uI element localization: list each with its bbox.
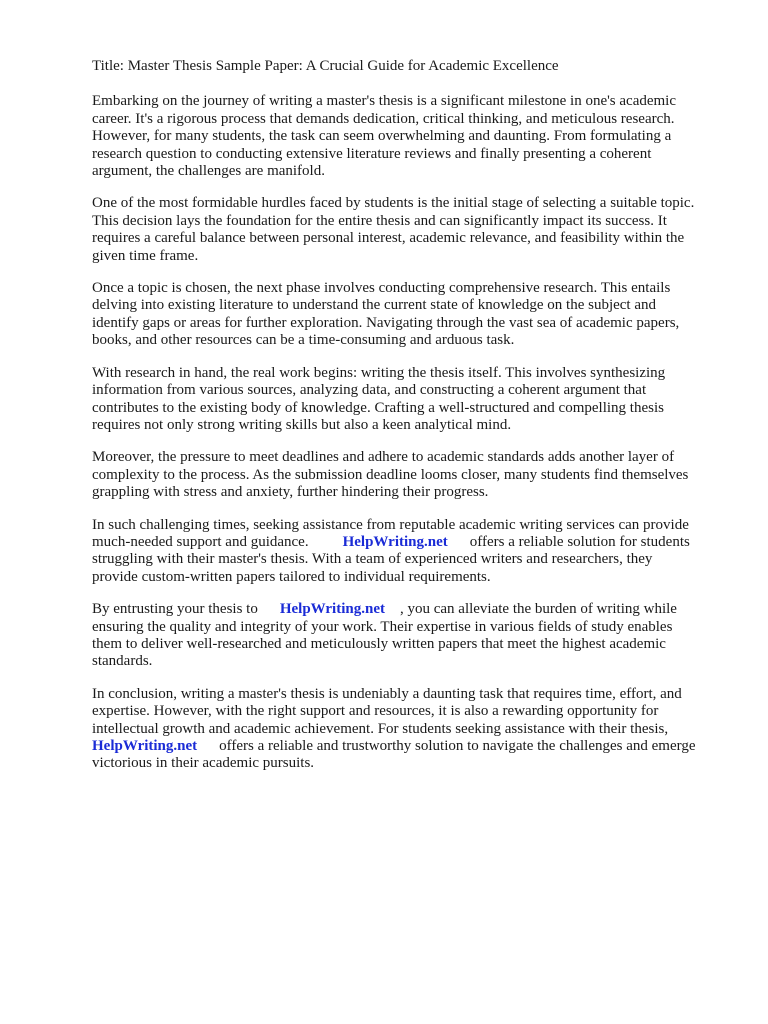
paragraph-line: them to deliver well-researched and meticulously written papers that meet the highest academic [92,635,666,652]
paragraph-text: By entrusting your thesis to [92,601,258,618]
paragraph-line: intellectual growth and academic achievement. For students seeking assistance with their thesis, [92,720,669,737]
paragraph-5 [92,449,748,501]
document-page [92,58,748,788]
paragraph-line: One of the most formidable hurdles faced by students is the initial stage of selecting a suitable topic. [92,195,695,212]
paragraph-line: delving into existing literature to understand the current state of knowledge on the subject and [92,297,657,314]
paragraph-line: books, and other resources can be a time-consuming and arduous task. [92,332,515,349]
paragraph-line: Embarking on the journey of writing a master's thesis is a significant milestone in one's academic [92,93,677,110]
paragraph-text: , you can alleviate the burden of writing while [399,601,677,618]
paragraph-text: offers a reliable and trustworthy solution to navigate the challenges and emerge [219,738,696,754]
paragraph-line: requires not only strong writing skills but also a keen analytical mind. [92,416,512,433]
paragraph-line [92,534,748,551]
paragraph-text: much-needed support and guidance. [92,533,309,550]
paragraph-line: struggling with their master's thesis. With a team of experienced writers and researchers, they [92,551,653,568]
paragraph-line [92,738,748,755]
paragraph-line: Once a topic is chosen, the next phase involves conducting comprehensive research. This entails [92,280,671,297]
paragraph-6 [92,517,748,587]
paragraph-line: complexity to the process. As the submission deadline looms closer, many students find themselves [92,466,689,483]
paragraph-line: provide custom-written papers tailored to individual requirements. [92,568,491,585]
paragraph-line: With research in hand, the real work begins: writing the thesis itself. This involves synthesizing [92,364,666,381]
paragraph-line: ensuring the quality and integrity of your work. Their expertise in various fields of study enables [92,618,673,635]
helpwriting-link[interactable]: HelpWriting.net [279,601,385,618]
paragraph-7 [92,601,748,671]
paragraph-text: offers a reliable solution for students [469,533,690,550]
paragraph-line: expertise. However, with the right support and resources, it is also a rewarding opportunity for [92,703,659,720]
paragraph-line: Moreover, the pressure to meet deadlines and adhere to academic standards adds another layer of [92,449,675,466]
paragraph-line: In conclusion, writing a master's thesis is undeniably a daunting task that requires time, effort, and [92,685,682,702]
paragraph-line: identify gaps or areas for further exploration. Navigating through the vast sea of academic papers, [92,314,680,331]
paragraph-line: However, for many students, the task can seem overwhelming and daunting. From formulating a [92,128,672,145]
paragraph-4 [92,365,748,435]
paragraph-1 [92,93,748,180]
paragraph-line: victorious in their academic pursuits. [92,755,315,772]
helpwriting-link[interactable]: HelpWriting.net [92,738,198,754]
paragraph-line: argument, the challenges are manifold. [92,163,325,180]
paragraph-line: grappling with stress and anxiety, further hindering their progress. [92,484,489,501]
paragraph-line: This decision lays the foundation for the entire thesis and can significantly impact its success. It [92,212,667,229]
paragraph-line: standards. [92,653,153,670]
paragraph-line [92,601,748,618]
paragraph-3 [92,280,748,350]
paragraph-line: career. It's a rigorous process that demands dedication, critical thinking, and meticulous research. [92,110,675,127]
paragraph-8 [92,686,748,773]
paragraph-line: In such challenging times, seeking assistance from reputable academic writing services can provide [92,516,689,533]
paragraph-line: information from various sources, analyzing data, and constructing a coherent argument that [92,382,647,399]
paragraph-2 [92,195,748,265]
document-title: Title: Master Thesis Sample Paper: A Crucial Guide for Academic Excellence [92,58,559,74]
paragraph-line: requires a careful balance between personal interest, academic relevance, and feasibility within the [92,230,685,247]
paragraph-line: research question to conducting extensive literature reviews and finally presenting a coherent [92,145,652,162]
paragraph-line: contributes to the existing body of knowledge. Crafting a well-structured and compelling thesis [92,399,664,416]
helpwriting-link[interactable]: HelpWriting.net [342,533,448,550]
paragraph-line: given time frame. [92,247,199,264]
